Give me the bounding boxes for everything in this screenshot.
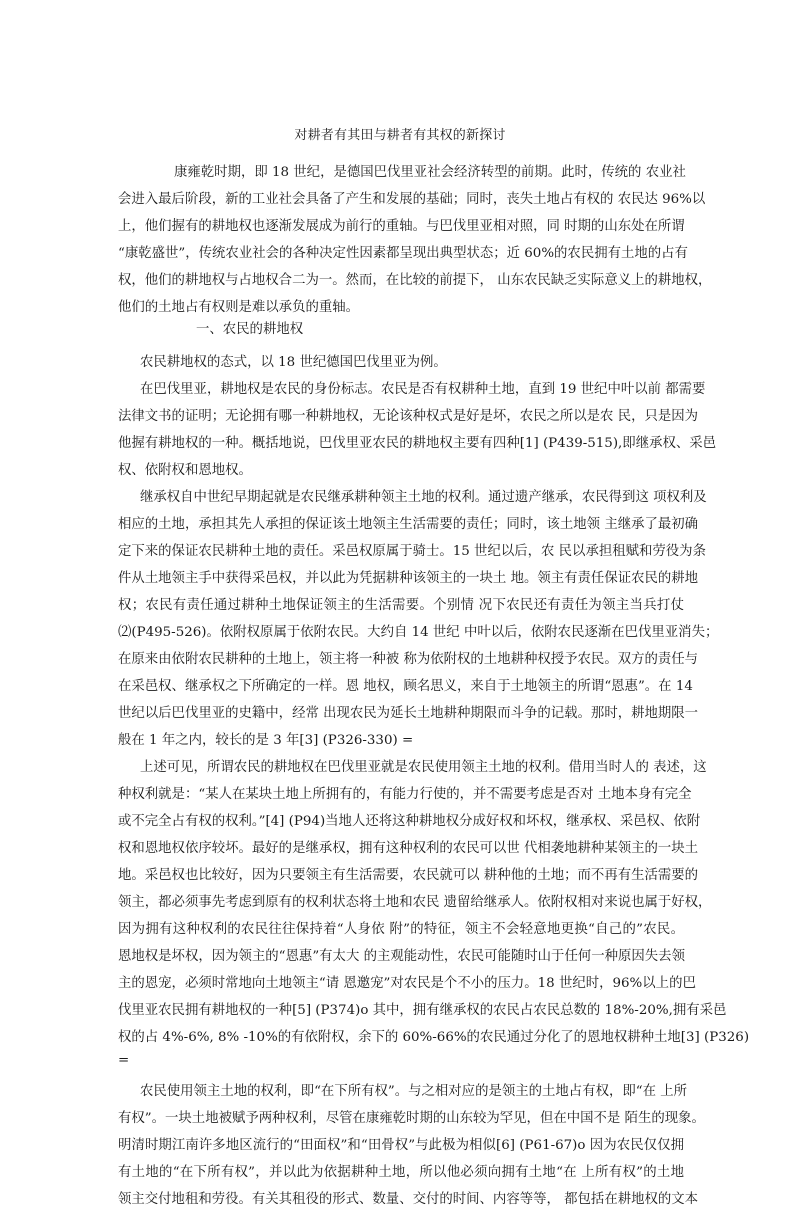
text-line: 因为拥有这种权利的农民往往保持着“人身依 附”的特征，领主不会轻意地更换“自己的”农民。 — [118, 922, 684, 937]
text-line: 件从土地领主手中获得采邑权，并以此为凭据耕种该领主的一块土 地。领主有责任保证农民的耕地 — [118, 571, 699, 586]
text-line: 种权利就是：“某人在某块土地上所拥有的，有能力行使的，并不需要考虑是否对 土地本身有完全 — [118, 787, 692, 802]
text-line: 恩地权是坏权，因为领主的“恩惠”有太大 的主观能动性，农民可能随时山于任何一种原因失去领 — [118, 949, 685, 964]
text-line: 般在 1 年之内，较长的是 3 年[3] (P326-330) = — [118, 733, 414, 748]
text-line: 上述可见，所谓农民的耕地权在巴伐里亚就是农民使用领主土地的权利。借用当时人的 表述，这 — [140, 760, 707, 775]
text-line: 相应的土地，承担其先人承担的保证该土地领主生活需要的责任；同时，该土地领 主继承了最初确 — [118, 517, 699, 532]
text-line: 法律文书的证明；无论拥有哪一种耕地权，无论该种权式是好是坏，农民之所以是农 民，只是因为 — [118, 409, 699, 424]
text-line: 在采邑权、继承权之下所确定的一样。恩 地权，顾名思义，来自于土地领主的所谓“恩惠”。在 14 — [118, 679, 693, 694]
text-line: 权，他们的耕地权与占地权合二为一。然而，在比较的前提下， 山东农民缺乏实际意义上的耕地权， — [118, 273, 712, 288]
section-heading: 一、农民的耕地权 — [196, 322, 304, 337]
text-line: 在巴伐里亚，耕地权是农民的身份标志。农民是否有权耕种土地，直到 19 世纪中叶以前 都需要 — [140, 382, 706, 397]
text-line: 继承权自中世纪早期起就是农民继承耕种领主土地的权利。通过遗产继承，农民得到这 项权利及 — [140, 490, 707, 505]
text-line: 主的恩宠，必须时常地向土地领主“请 恩邀宠”对农民是个不小的压力。18 世纪时，96%以上的巴 — [118, 976, 696, 991]
text-line: 权、依附权和恩地权。 — [118, 463, 252, 478]
text-line: 明清时期江南许多地区流行的“田面权”和“田骨权”与此极为相似[6] (P61-67)o 因为农民仅仅拥 — [118, 1138, 684, 1153]
text-line: 有土地的“在下所有权”，并以此为依据耕种土地，所以他必须向拥有土地“在 上所有权”的土地 — [118, 1165, 684, 1180]
text-line: 会进入最后阶段，新的工业社会具备了产生和发展的基础；同时，丧失土地占有权的 农民达 96%以 — [118, 192, 706, 207]
body-text — [118, 349, 750, 1213]
text-line: 领主交付地租和劳役。有关其租役的形式、数量、交付的时间、内容等等， 都包括在耕地权的文本 — [118, 1192, 699, 1207]
text-line: 权；农民有责任通过耕种土地保证领主的生活需要。个别情 况下农民还有责任为领主当兵打仗 — [118, 598, 684, 613]
text-line: 权的占 4%-6%, 8% -10%的有依附权，余下的 60%-66%的农民通过分化了的恩地权耕种土地[3] (P326) — [118, 1030, 750, 1045]
text-line: 定下来的保证农民耕种土地的责任。采邑权原属于骑士。15 世纪以后，农 民以承担租赋和劳役为条 — [118, 544, 706, 559]
text-line: 权和恩地权依序较坏。最好的是继承权，拥有这种权利的农民可以世 代相袭地耕种某领主的一块土 — [118, 841, 699, 856]
text-line: “康乾盛世”，传统农业社会的各种决定性因素都呈现出典型状态；近 60%的农民拥有土地的占有 — [118, 246, 688, 261]
text-line: 在原来由依附农民耕种的土地上，领主将一种被 称为依附权的土地耕种权授予农民。双方的责任与 — [118, 652, 699, 667]
text-line: 农民使用领主土地的权利，即“在下所有权”。与之相对应的是领主的土地占有权，即“在 上所 — [140, 1084, 688, 1099]
intro-paragraph — [118, 159, 712, 321]
document-title: 对耕者有其田与耕者有其权的新探讨 — [294, 128, 506, 143]
text-line: 上，他们握有的耕地权也逐渐发展成为前行的重轴。与巴伐里亚相对照，同 时期的山东处在所谓 — [118, 219, 685, 234]
text-line: 他们的土地占有权则是难以承负的重轴。 — [118, 300, 360, 315]
text-line: = — [118, 1053, 130, 1068]
text-line: 地。采邑权也比较好，因为只要领主有生活需要，农民就可以 耕种他的土地；而不再有生活需要的 — [118, 868, 699, 883]
text-line: 伐里亚农民拥有耕地权的一种[5] (P374)o 其中，拥有继承权的农民占农民总数的 18%-20%,拥有采邑 — [118, 1003, 727, 1018]
text-line: 领主，都必须事先考虑到原有的权利状态将土地和农民 遗留给继承人。依附权相对来说也属于好权， — [118, 895, 712, 910]
text-line: 世纪以后巴伐里亚的史籍中，经常 出现农民为延长土地耕种期限而斗争的记载。那时，耕地期限一 — [118, 706, 699, 721]
text-line: 康雍乾时期，即 18 世纪，是德国巴伐里亚社会经济转型的前期。此时，传统的 农业社 — [174, 165, 686, 180]
text-line: ⑵(P495-526)。依附权原属于依附农民。大约自 14 世纪 中叶以后，依附农民逐渐在巴伐里亚消失； — [118, 625, 719, 640]
text-line: 或不完全占有权的权利。”[4] (P94)当地人还将这种耕地权分成好权和坏权，继承权、采邑权、依附 — [118, 814, 701, 829]
text-line: 农民耕地权的态式，以 18 世纪德国巴伐里亚为例。 — [140, 355, 447, 370]
text-line: 有权”。一块土地被赋予两种权利，尽管在康雍乾时期的山东较为罕见，但在中国不是 陌生的现象。 — [118, 1111, 705, 1126]
text-line: 他握有耕地权的一种。概括地说，巴伐里亚农民的耕地权主要有四种[1] (P439-515),即继承权、采邑 — [118, 436, 717, 451]
